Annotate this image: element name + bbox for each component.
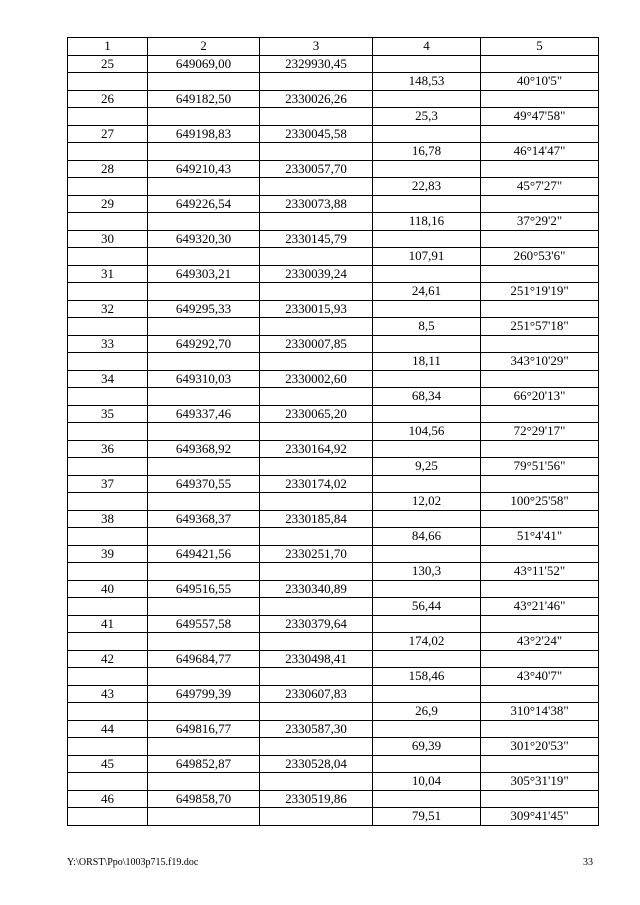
coordinates-table: [67, 37, 599, 826]
footer-file-path: Y:\ORST\Ppo\1003p715.f19.doc: [67, 857, 199, 868]
table-cell: 9,25: [373, 458, 481, 476]
table-cell: 309°41'45": [481, 808, 599, 826]
table-cell: [481, 580, 599, 598]
table-cell: 2330065,20: [260, 405, 373, 423]
table-cell: [373, 615, 481, 633]
table-cell: [68, 738, 148, 756]
table-cell: 649421,56: [148, 545, 260, 563]
table-cell: 310°14'38": [481, 703, 599, 721]
table-cell: 28: [68, 160, 148, 178]
table-cell: 649368,37: [148, 510, 260, 528]
table-cell: [68, 143, 148, 161]
table-cell: 2330145,79: [260, 230, 373, 248]
table-row: [68, 423, 599, 441]
table-cell: 45°7'27": [481, 178, 599, 196]
table-row: [68, 668, 599, 686]
table-cell: [148, 493, 260, 511]
table-cell: 8,5: [373, 318, 481, 336]
table-row: [68, 73, 599, 91]
table-cell: 649320,30: [148, 230, 260, 248]
table-cell: 24,61: [373, 283, 481, 301]
table-cell: [481, 650, 599, 668]
table-cell: 2330528,04: [260, 755, 373, 773]
table-row: [68, 685, 599, 703]
table-cell: [481, 125, 599, 143]
table-cell: [481, 370, 599, 388]
table-cell: 649069,00: [148, 55, 260, 73]
header-cell: 4: [373, 38, 481, 56]
table-cell: 343°10'29": [481, 353, 599, 371]
table-cell: 2330607,83: [260, 685, 373, 703]
table-cell: 649198,83: [148, 125, 260, 143]
table-cell: [260, 143, 373, 161]
header-cell: 2: [148, 38, 260, 56]
table-cell: [260, 598, 373, 616]
table-cell: [481, 545, 599, 563]
table-cell: [148, 388, 260, 406]
table-cell: 305°31'19": [481, 773, 599, 791]
table-row: [68, 808, 599, 826]
table-cell: [260, 423, 373, 441]
table-cell: [68, 703, 148, 721]
table-cell: 174,02: [373, 633, 481, 651]
table-cell: 649852,87: [148, 755, 260, 773]
table-cell: 22,83: [373, 178, 481, 196]
table-cell: 40°10'5": [481, 73, 599, 91]
table-cell: [481, 300, 599, 318]
table-row: [68, 143, 599, 161]
table-cell: 649310,03: [148, 370, 260, 388]
table-cell: 26,9: [373, 703, 481, 721]
table-cell: [260, 528, 373, 546]
table-cell: [68, 493, 148, 511]
table-cell: [373, 335, 481, 353]
table-cell: 649799,39: [148, 685, 260, 703]
table-cell: 37°29'2": [481, 213, 599, 231]
table-row: [68, 125, 599, 143]
table-cell: 118,16: [373, 213, 481, 231]
table-cell: 31: [68, 265, 148, 283]
table-cell: 45: [68, 755, 148, 773]
table-cell: 46°14'47": [481, 143, 599, 161]
table-cell: [148, 633, 260, 651]
table-row: [68, 300, 599, 318]
table-cell: [260, 458, 373, 476]
table-cell: [148, 808, 260, 826]
table-cell: [481, 790, 599, 808]
table-cell: [260, 178, 373, 196]
table-cell: [148, 73, 260, 91]
table-cell: 33: [68, 335, 148, 353]
table-cell: [68, 423, 148, 441]
table-row: [68, 90, 599, 108]
table-cell: 649292,70: [148, 335, 260, 353]
table-cell: 649684,77: [148, 650, 260, 668]
table-cell: [260, 668, 373, 686]
table-cell: 649368,92: [148, 440, 260, 458]
table-cell: 16,78: [373, 143, 481, 161]
table-cell: [148, 598, 260, 616]
table-cell: 2330073,88: [260, 195, 373, 213]
table-row: [68, 615, 599, 633]
table-row: [68, 195, 599, 213]
table-cell: [148, 458, 260, 476]
table-row: [68, 213, 599, 231]
header-cell: 3: [260, 38, 373, 56]
table-cell: 649557,58: [148, 615, 260, 633]
table-cell: [148, 248, 260, 266]
table-cell: 2330185,84: [260, 510, 373, 528]
table-cell: [481, 265, 599, 283]
table-cell: [481, 755, 599, 773]
table-cell: [260, 388, 373, 406]
table-cell: [148, 318, 260, 336]
table-cell: 10,04: [373, 773, 481, 791]
table-cell: [148, 738, 260, 756]
table-row: [68, 160, 599, 178]
table-cell: [373, 475, 481, 493]
table-cell: [481, 55, 599, 73]
table-cell: [481, 475, 599, 493]
table-cell: 130,3: [373, 563, 481, 581]
table-row: [68, 178, 599, 196]
table-cell: 40: [68, 580, 148, 598]
table-cell: [68, 808, 148, 826]
table-cell: [481, 230, 599, 248]
table-cell: 35: [68, 405, 148, 423]
table-cell: 251°57'18": [481, 318, 599, 336]
table-cell: 158,46: [373, 668, 481, 686]
table-row: [68, 773, 599, 791]
table-row: [68, 633, 599, 651]
table-cell: 51°4'41": [481, 528, 599, 546]
table-cell: [260, 213, 373, 231]
table-row: [68, 790, 599, 808]
table-row: [68, 318, 599, 336]
table-cell: [373, 265, 481, 283]
table-cell: 25: [68, 55, 148, 73]
table-cell: 649816,77: [148, 720, 260, 738]
table-row: [68, 475, 599, 493]
table-cell: [148, 143, 260, 161]
table-cell: 2330251,70: [260, 545, 373, 563]
table-cell: 2330164,92: [260, 440, 373, 458]
table-cell: [68, 178, 148, 196]
table-cell: [373, 580, 481, 598]
table-cell: 2330498,41: [260, 650, 373, 668]
table-cell: [373, 545, 481, 563]
table-cell: [260, 633, 373, 651]
table-cell: [148, 423, 260, 441]
table-cell: [68, 598, 148, 616]
table-cell: [481, 615, 599, 633]
table-cell: [373, 230, 481, 248]
table-row: [68, 650, 599, 668]
table-cell: 46: [68, 790, 148, 808]
table-cell: 84,66: [373, 528, 481, 546]
table-cell: 2330519,86: [260, 790, 373, 808]
table-cell: [148, 528, 260, 546]
footer-page-number: 33: [583, 857, 593, 868]
table-cell: [373, 195, 481, 213]
table-cell: 649226,54: [148, 195, 260, 213]
table-cell: [68, 668, 148, 686]
table-cell: 79,51: [373, 808, 481, 826]
table-cell: 251°19'19": [481, 283, 599, 301]
table-cell: 2330007,85: [260, 335, 373, 353]
table-cell: 66°20'13": [481, 388, 599, 406]
table-cell: [260, 353, 373, 371]
table-cell: [260, 773, 373, 791]
table-body: [68, 38, 599, 826]
table-cell: [260, 73, 373, 91]
table-cell: [148, 108, 260, 126]
table-cell: 38: [68, 510, 148, 528]
table-cell: [373, 790, 481, 808]
table-cell: 100°25'58": [481, 493, 599, 511]
table-row: [68, 248, 599, 266]
table-cell: [373, 755, 481, 773]
table-cell: 56,44: [373, 598, 481, 616]
table-cell: 44: [68, 720, 148, 738]
table-cell: 34: [68, 370, 148, 388]
table-cell: [68, 633, 148, 651]
table-cell: [373, 55, 481, 73]
table-row: [68, 230, 599, 248]
table-row: [68, 335, 599, 353]
table-cell: [373, 405, 481, 423]
table-cell: [373, 510, 481, 528]
table-cell: [68, 388, 148, 406]
table-cell: 18,11: [373, 353, 481, 371]
table-cell: 49°47'58": [481, 108, 599, 126]
table-row: [68, 738, 599, 756]
table-cell: 42: [68, 650, 148, 668]
table-cell: [373, 720, 481, 738]
table-cell: [68, 318, 148, 336]
table-cell: 12,02: [373, 493, 481, 511]
table-cell: 649516,55: [148, 580, 260, 598]
table-cell: 26: [68, 90, 148, 108]
table-cell: [148, 178, 260, 196]
table-cell: [68, 108, 148, 126]
table-row: [68, 388, 599, 406]
table-row: [68, 283, 599, 301]
table-cell: 2330057,70: [260, 160, 373, 178]
table-cell: 43°21'46": [481, 598, 599, 616]
table-cell: [481, 440, 599, 458]
table-cell: 2330026,26: [260, 90, 373, 108]
table-cell: [260, 808, 373, 826]
table-cell: 37: [68, 475, 148, 493]
table-cell: 32: [68, 300, 148, 318]
table-cell: 649182,50: [148, 90, 260, 108]
table-cell: [260, 703, 373, 721]
table-row: [68, 528, 599, 546]
table-cell: 649210,43: [148, 160, 260, 178]
table-cell: 649303,21: [148, 265, 260, 283]
table-row: [68, 545, 599, 563]
table-cell: 29: [68, 195, 148, 213]
table-cell: 301°20'53": [481, 738, 599, 756]
table-cell: [373, 90, 481, 108]
table-row: [68, 720, 599, 738]
table-row: [68, 703, 599, 721]
table-cell: [148, 213, 260, 231]
header-cell: 1: [68, 38, 148, 56]
table-cell: [148, 283, 260, 301]
table-cell: 649858,70: [148, 790, 260, 808]
table-cell: 41: [68, 615, 148, 633]
table-cell: [481, 335, 599, 353]
table-row: [68, 493, 599, 511]
table-cell: [148, 668, 260, 686]
table-cell: 649337,46: [148, 405, 260, 423]
table-cell: [68, 353, 148, 371]
table-cell: [148, 703, 260, 721]
table-cell: [481, 90, 599, 108]
table-cell: [68, 283, 148, 301]
table-cell: 2330002,60: [260, 370, 373, 388]
table-cell: [481, 160, 599, 178]
table-cell: [260, 563, 373, 581]
table-cell: 72°29'17": [481, 423, 599, 441]
table-row: [68, 405, 599, 423]
table-cell: 2330015,93: [260, 300, 373, 318]
table-row: [68, 458, 599, 476]
table-cell: 2330039,24: [260, 265, 373, 283]
table-row: [68, 440, 599, 458]
table-cell: [68, 563, 148, 581]
table-cell: 2330587,30: [260, 720, 373, 738]
table-cell: 79°51'56": [481, 458, 599, 476]
table-cell: [481, 405, 599, 423]
table-cell: 2329930,45: [260, 55, 373, 73]
table-cell: 649370,55: [148, 475, 260, 493]
table-cell: 43°11'52": [481, 563, 599, 581]
table-cell: 2330174,02: [260, 475, 373, 493]
table-cell: [260, 318, 373, 336]
table-cell: 30: [68, 230, 148, 248]
header-cell: 5: [481, 38, 599, 56]
table-cell: [260, 738, 373, 756]
table-cell: 43: [68, 685, 148, 703]
table-row: [68, 510, 599, 528]
table-cell: [481, 510, 599, 528]
table-cell: 43°40'7": [481, 668, 599, 686]
table-cell: [260, 283, 373, 301]
table-cell: [373, 300, 481, 318]
table-cell: 43°2'24": [481, 633, 599, 651]
table-row: [68, 755, 599, 773]
table-cell: 39: [68, 545, 148, 563]
table-cell: [68, 213, 148, 231]
table-cell: [148, 563, 260, 581]
table-cell: 649295,33: [148, 300, 260, 318]
table-cell: [481, 685, 599, 703]
table-cell: [373, 370, 481, 388]
table-cell: 2330379,64: [260, 615, 373, 633]
table-cell: [68, 458, 148, 476]
table-row: [68, 108, 599, 126]
table-cell: [68, 773, 148, 791]
table-row: [68, 370, 599, 388]
table-cell: [68, 528, 148, 546]
table-cell: [373, 440, 481, 458]
table-cell: 104,56: [373, 423, 481, 441]
table-cell: [373, 160, 481, 178]
table-cell: 69,39: [373, 738, 481, 756]
header-row: [68, 38, 599, 56]
table-row: [68, 563, 599, 581]
table-cell: [148, 773, 260, 791]
table-cell: 25,3: [373, 108, 481, 126]
table-cell: 68,34: [373, 388, 481, 406]
table-cell: [373, 125, 481, 143]
table-cell: [260, 108, 373, 126]
table-cell: [481, 195, 599, 213]
table-row: [68, 580, 599, 598]
table-cell: [68, 248, 148, 266]
table-row: [68, 598, 599, 616]
table-cell: 148,53: [373, 73, 481, 91]
table-cell: [260, 493, 373, 511]
table-row: [68, 55, 599, 73]
table-cell: 2330045,58: [260, 125, 373, 143]
table-cell: 36: [68, 440, 148, 458]
table-cell: [68, 73, 148, 91]
table-cell: [373, 650, 481, 668]
table-cell: 27: [68, 125, 148, 143]
table-cell: [373, 685, 481, 703]
table-cell: 260°53'6": [481, 248, 599, 266]
table-cell: [148, 353, 260, 371]
table-row: [68, 265, 599, 283]
table-cell: [481, 720, 599, 738]
table-cell: 107,91: [373, 248, 481, 266]
table-cell: 2330340,89: [260, 580, 373, 598]
table-row: [68, 353, 599, 371]
table-cell: [260, 248, 373, 266]
